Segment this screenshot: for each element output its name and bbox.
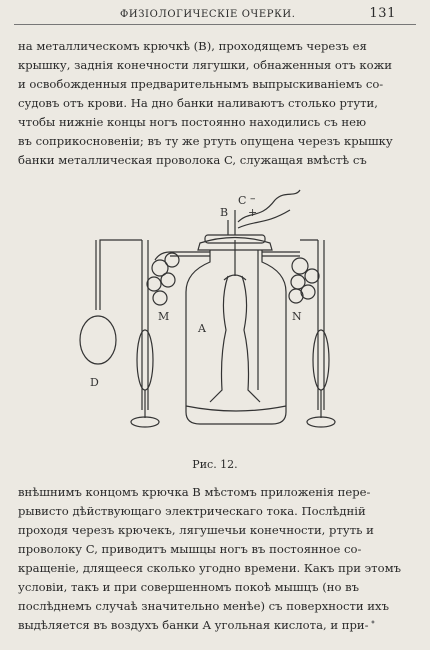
paragraph-bottom bbox=[18, 483, 414, 635]
running-header bbox=[14, 6, 416, 25]
text-line: рывисто дѣйствующаго электрическаго тока. Послѣдній bbox=[18, 504, 366, 518]
text-line: проходя черезъ крючекъ, лягушечьи конечности, ртуть и bbox=[18, 523, 374, 537]
figure-label-b: B bbox=[220, 206, 229, 219]
running-title: ФИЗІОЛОГИЧЕСКІЕ ОЧЕРКИ. bbox=[120, 9, 296, 20]
text-line: условіи, такъ и при совершенномъ покоѣ мышцъ (но въ bbox=[18, 580, 360, 594]
figure-label-c: C bbox=[238, 194, 247, 207]
text-line: и освобожденныя предварительнымъ выпрыскиваніемъ со- bbox=[18, 77, 384, 91]
page-number: 131 bbox=[369, 6, 396, 21]
figure-label-plus: + bbox=[248, 206, 258, 219]
text-line: чтобы нижніе концы ногъ постоянно находились съ нею bbox=[18, 115, 367, 129]
text-line: въ соприкосновеніи; въ ту же ртуть опущена черезъ крышку bbox=[18, 134, 393, 148]
figure-label-a: A bbox=[198, 322, 206, 335]
text-line: послѣднемъ случаѣ значительно менѣе) съ поверхности ихъ bbox=[18, 599, 389, 613]
figure-label-n: N bbox=[292, 310, 302, 323]
figure-label-minus: – bbox=[250, 192, 256, 205]
apparatus-illustration bbox=[60, 180, 370, 450]
page-mark: • bbox=[370, 618, 376, 629]
figure-caption: Рис. 12. bbox=[192, 458, 238, 471]
text-line: на металлическомъ крючкѣ (B), проходящемъ черезъ ея bbox=[18, 39, 367, 53]
apparatus-figure bbox=[60, 180, 370, 450]
figure-label-d: D bbox=[90, 376, 99, 389]
text-line: проволоку C, приводитъ мышцы ногъ въ постоянное со- bbox=[18, 542, 362, 556]
text-line: выдѣляется въ воздухъ банки A угольная кислота, и при- bbox=[18, 618, 369, 632]
text-line: судовъ отъ крови. На дно банки наливаютъ столько ртути, bbox=[18, 96, 378, 110]
text-line: банки металлическая проволока C, служащая вмѣстѣ съ bbox=[18, 153, 367, 167]
text-line: внѣшнимъ концомъ крючка B мѣстомъ приложенія пере- bbox=[18, 485, 371, 499]
paragraph-top bbox=[18, 37, 414, 170]
figure-label-m: M bbox=[158, 310, 170, 323]
text-line: кращеніе, длящееся сколько угодно времени. Какъ при этомъ bbox=[18, 561, 401, 575]
text-line: крышку, заднія конечности лягушки, обнаженныя отъ кожи bbox=[18, 58, 393, 72]
